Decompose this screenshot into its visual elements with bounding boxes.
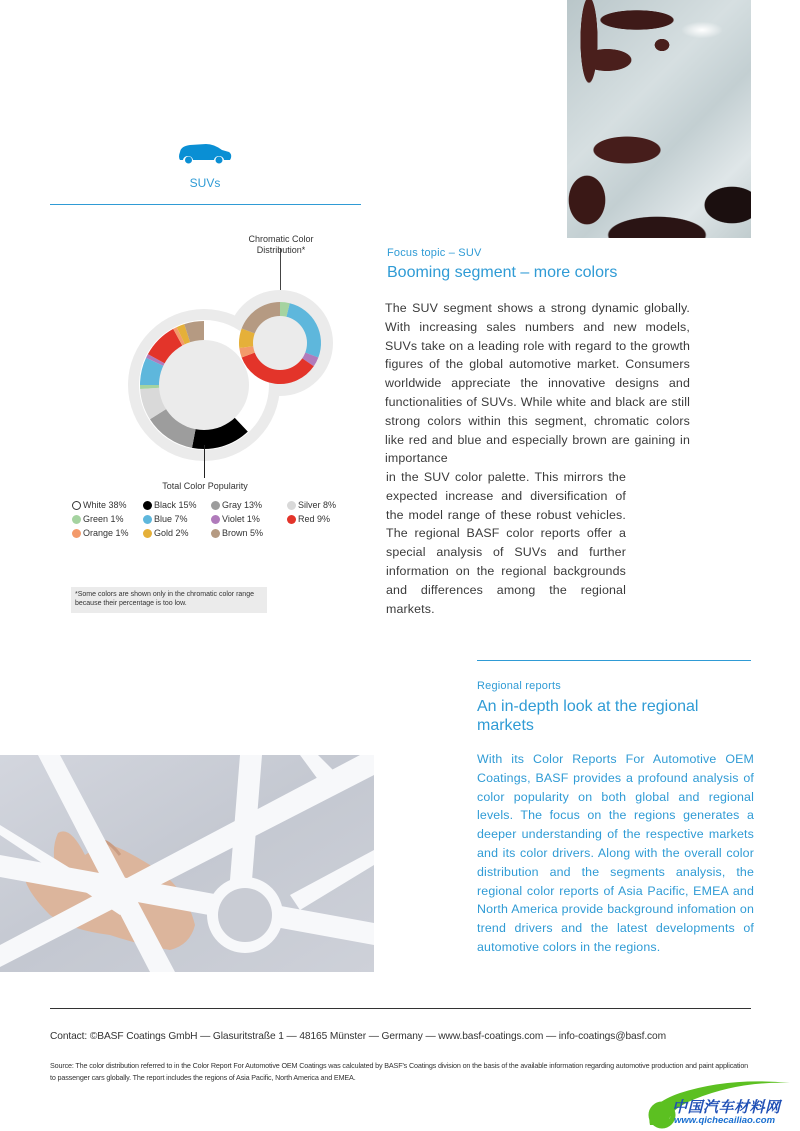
chart-footnote: *Some colors are shown only in the chromatic color range because their percentage is too low. — [71, 587, 267, 613]
chart-legend — [72, 499, 352, 539]
black-swatch-icon — [143, 501, 152, 510]
chromatic-chart-label: Chromatic Color Distribution* — [248, 234, 314, 255]
divider — [477, 660, 751, 661]
gold-swatch-icon — [143, 529, 152, 538]
legend-item-orange: Orange 1% — [72, 527, 143, 539]
footer-divider — [50, 1008, 751, 1009]
legend-item-brown: Brown 5% — [211, 527, 287, 539]
car-icon — [178, 143, 232, 165]
photo-hand-stencil — [0, 755, 374, 972]
legend-item-black: Black 15% — [143, 499, 211, 511]
watermark-name: 中国汽车材料网 — [672, 1099, 781, 1116]
blue-swatch-icon — [143, 515, 152, 524]
regional-kicker: Regional reports — [477, 680, 561, 692]
focus-kicker: Focus topic – SUV — [387, 247, 482, 259]
brown-swatch-icon — [211, 529, 220, 538]
focus-headline: Booming segment – more colors — [387, 264, 618, 281]
regional-body-paragraph: With its Color Reports For Automotive OEM Coatings, BASF provides a profound analysis of color popularity on both global and regional levels. The focus on the regions generates a deeper understanding of the respective markets and its color drivers. Along with the overall color distribution and the segments analysis, the regional color reports of Asia Pacific, EMEA and North America provide background infomation on trend drivers and the latest developments of automotive colors in the regions. — [477, 752, 754, 954]
focus-body-paragraph-continued: in the SUV color palette. This mirrors the expected increase and diversification of the model range of these robust vehicles. The regional BASF color reports offer a special analysis of SUVs and further information on the regional backgrounds and differences among the regional markets. — [386, 470, 626, 616]
silver-swatch-icon — [287, 501, 296, 510]
total-chart-label: Total Color Popularity — [162, 481, 248, 491]
legend-item-red: Red 9% — [287, 513, 347, 525]
regional-headline: An in-depth look at the regional markets — [477, 698, 699, 734]
legend-item-white: White 38% — [72, 499, 143, 511]
legend-item-gold: Gold 2% — [143, 527, 211, 539]
violet-swatch-icon — [211, 515, 220, 524]
green-swatch-icon — [72, 515, 81, 524]
orange-swatch-icon — [72, 529, 81, 538]
legend-item-blue: Blue 7% — [143, 513, 211, 525]
red-swatch-icon — [287, 515, 296, 524]
contact-line: Contact: ©BASF Coatings GmbH — Glasuritstraße 1 — 48165 Münster — Germany — www.basf-coatings.com — info-coatings@basf.com — [50, 1031, 666, 1042]
legend-item-silver: Silver 8% — [287, 499, 347, 511]
divider — [50, 204, 361, 205]
white-swatch-icon — [72, 501, 81, 510]
gray-swatch-icon — [211, 501, 220, 510]
legend-item-green: Green 1% — [72, 513, 143, 525]
focus-body-paragraph: The SUV segment shows a strong dynamic globally. With increasing sales numbers and new models, SUVs take on a leading role with regard to the growth figures of the global automotive market. Consumers worldwide appreciate the innovative designs and functionalities of SUVs. While white and black are still strong colors within this segment, chromatic colors like red and blue and especially brown are gaining in importance — [385, 301, 690, 466]
legend-item-gray: Gray 13% — [211, 499, 287, 511]
source-note: Source: The color distribution referred to in the Color Report For Automotive OEM Coatings was calculated by BASF's Coatings division on the basis of the available information regarding automotive production and paint application to passenger cars globally. The report includes the regions of Asia Pacific, North America and EMEA. — [50, 1061, 749, 1082]
segment-label: SUVs — [189, 176, 221, 190]
photo-paint-texture — [567, 0, 751, 238]
color-distribution-chart — [120, 228, 350, 490]
watermark-url: www.qichecailiao.com — [674, 1115, 776, 1126]
legend-item-violet: Violet 1% — [211, 513, 287, 525]
